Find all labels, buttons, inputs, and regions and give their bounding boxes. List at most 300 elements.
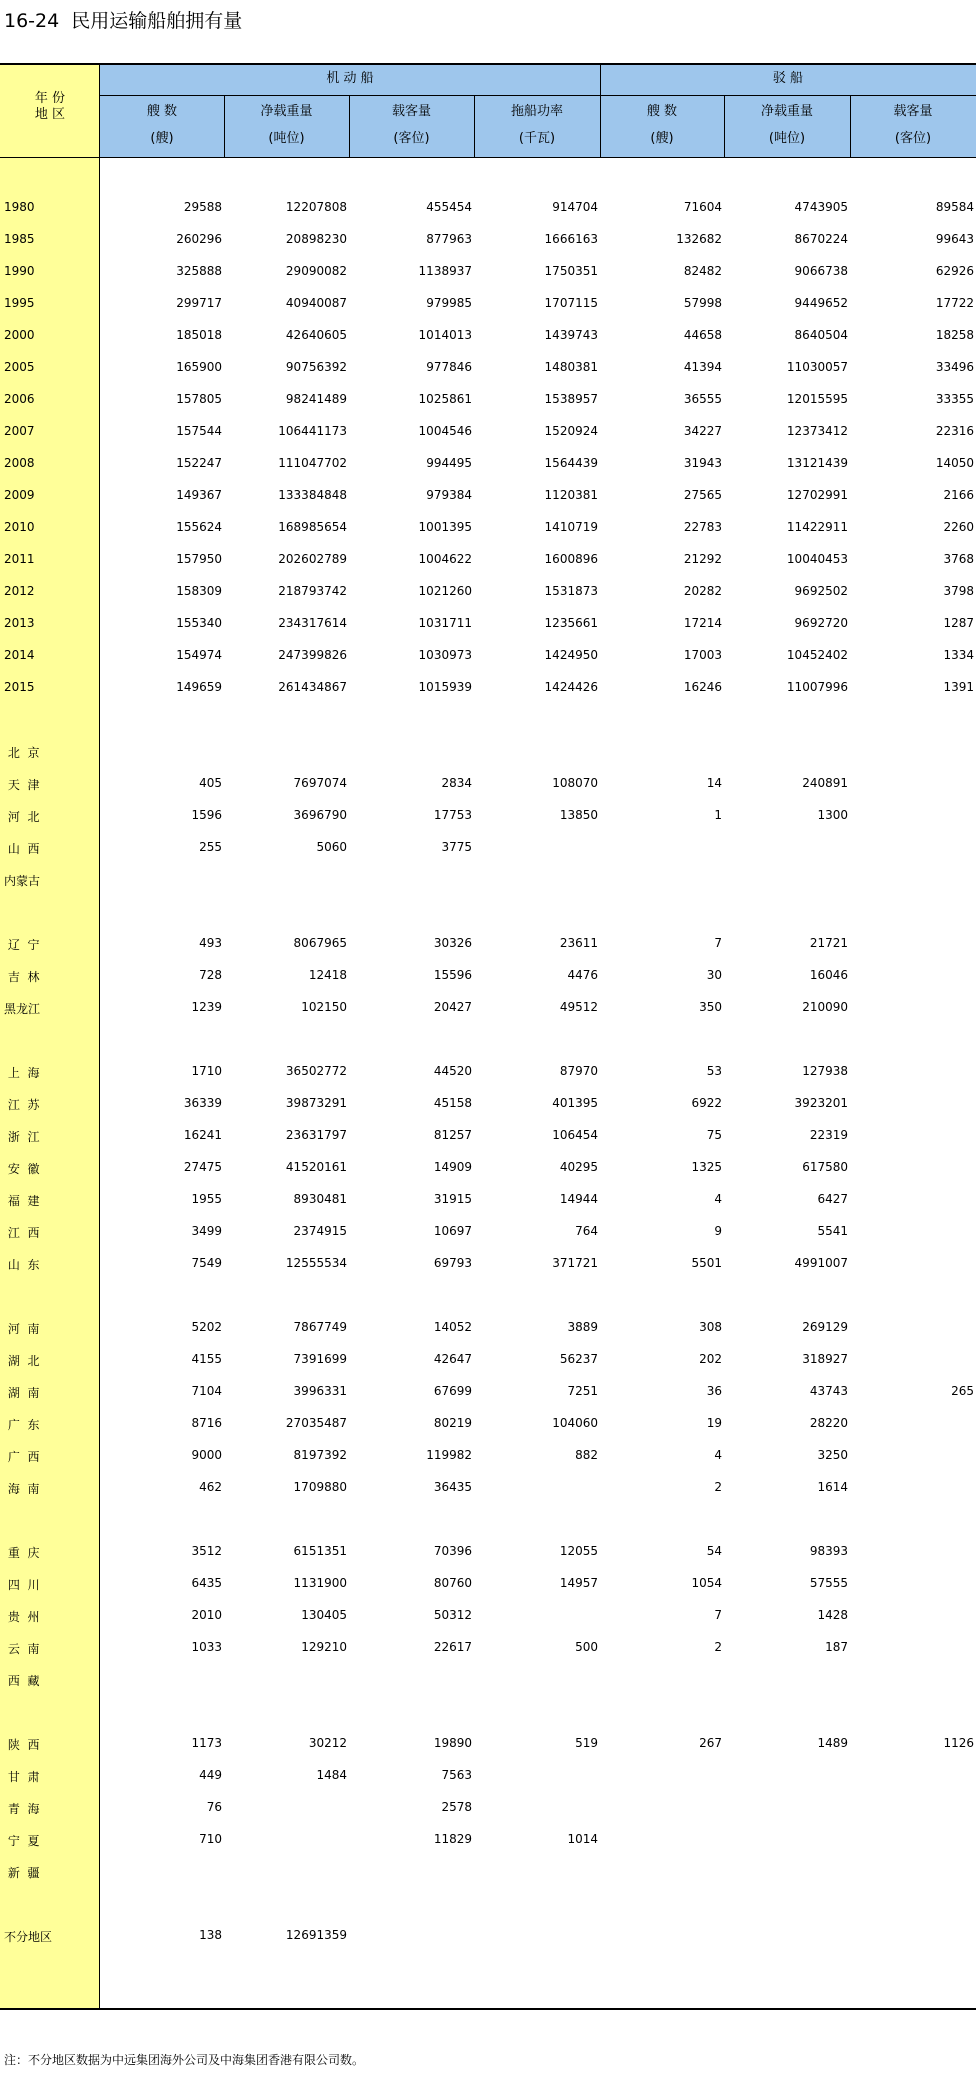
table-cell: 10040453: [786, 552, 848, 566]
table-cell: 2: [714, 1480, 722, 1494]
table-cell: 90756392: [285, 360, 347, 374]
table-cell: 130405: [301, 1608, 347, 1622]
table-cell: 13850: [559, 808, 598, 822]
table-cell: 138: [199, 1928, 222, 1942]
row-label: 海 南: [4, 1482, 40, 1496]
table-cell: 8930481: [293, 1192, 347, 1206]
table-cell: 3696790: [293, 808, 347, 822]
row-label: 2000: [4, 328, 35, 342]
row-label: 黑龙江: [4, 1002, 41, 1016]
row-label: 内蒙古: [4, 874, 41, 888]
table-cell: 36502772: [285, 1064, 347, 1078]
table-cell: 53: [706, 1064, 722, 1078]
table-cell: 33355: [935, 392, 974, 406]
table-cell: 1015939: [418, 680, 472, 694]
table-cell: 82482: [683, 264, 722, 278]
table-cell: 19890: [433, 1736, 472, 1750]
table-cell: 5541: [817, 1224, 848, 1238]
table-cell: 1614: [817, 1480, 848, 1494]
row-label: 2005: [4, 360, 35, 374]
table-cell: 76: [206, 1800, 222, 1814]
table-cell: 1489: [817, 1736, 848, 1750]
table-cell: 16046: [809, 968, 848, 982]
table-cell: 89584: [935, 200, 974, 214]
col-unit: (艘): [150, 131, 174, 146]
table-cell: 30326: [433, 936, 472, 950]
row-label: 河 南: [4, 1322, 40, 1336]
table-cell: 1173: [191, 1736, 222, 1750]
footnote: 注：不分地区数据为中远集团海外公司及中海集团香港有限公司数。: [4, 2053, 365, 2067]
table-cell: 764: [575, 1224, 598, 1238]
table-cell: 3775: [441, 840, 472, 854]
table-cell: 13121439: [786, 456, 848, 470]
table-cell: 12691359: [285, 1928, 347, 1942]
table-cell: 2578: [441, 1800, 472, 1814]
table-cell: 1021260: [418, 584, 472, 598]
table-bottom-rule: [0, 2008, 976, 2010]
row-label: 2012: [4, 584, 35, 598]
table-cell: 318927: [802, 1352, 848, 1366]
table-cell: 30212: [308, 1736, 347, 1750]
table-cell: 11030057: [786, 360, 848, 374]
table-cell: 14050: [935, 456, 974, 470]
table-cell: 111047702: [278, 456, 347, 470]
table-cell: 14: [706, 776, 722, 790]
table-cell: 3768: [943, 552, 974, 566]
row-label: 2010: [4, 520, 35, 534]
table-cell: 14909: [433, 1160, 472, 1174]
table-cell: 34227: [683, 424, 722, 438]
table-cell: 994495: [426, 456, 472, 470]
table-cell: 42640605: [285, 328, 347, 342]
table-cell: 261434867: [278, 680, 347, 694]
table-cell: 1235661: [544, 616, 598, 630]
table-cell: 371721: [552, 1256, 598, 1270]
col-unit: (吨位): [768, 131, 806, 146]
table-cell: 70396: [433, 1544, 472, 1558]
table-cell: 308: [699, 1320, 722, 1334]
table-cell: 1025861: [418, 392, 472, 406]
table-cell: 27475: [183, 1160, 222, 1174]
table-cell: 41520161: [285, 1160, 347, 1174]
row-label: 青 海: [4, 1802, 40, 1816]
row-label: 新 疆: [4, 1866, 40, 1880]
table-cell: 1484: [316, 1768, 347, 1782]
row-label: 安 徽: [4, 1162, 40, 1176]
table-cell: 81257: [433, 1128, 472, 1142]
table-cell: 1138937: [418, 264, 472, 278]
table-cell: 6151351: [293, 1544, 347, 1558]
table-cell: 56237: [559, 1352, 598, 1366]
table-cell: 119982: [426, 1448, 472, 1462]
row-label: 2007: [4, 424, 35, 438]
row-label: 1980: [4, 200, 35, 214]
table-cell: 22783: [683, 520, 722, 534]
table-cell: 31943: [683, 456, 722, 470]
table-cell: 1428: [817, 1608, 848, 1622]
table-cell: 31915: [433, 1192, 472, 1206]
table-cell: 43743: [809, 1384, 848, 1398]
table-cell: 1300: [817, 808, 848, 822]
row-label: 山 西: [4, 842, 40, 856]
row-label: 宁 夏: [4, 1834, 40, 1848]
table-cell: 22319: [809, 1128, 848, 1142]
table-cell: 98393: [809, 1544, 848, 1558]
table-cell: 106441173: [278, 424, 347, 438]
table-cell: 977846: [426, 360, 472, 374]
table-cell: 260296: [176, 232, 222, 246]
table-cell: 1131900: [293, 1576, 347, 1590]
table-cell: 12555534: [285, 1256, 347, 1270]
table-cell: 234317614: [278, 616, 347, 630]
table-cell: 28220: [809, 1416, 848, 1430]
table-cell: 1710: [191, 1064, 222, 1078]
table-cell: 3250: [817, 1448, 848, 1462]
table-cell: 21292: [683, 552, 722, 566]
table-cell: 1126: [943, 1736, 974, 1750]
table-cell: 4: [714, 1192, 722, 1206]
table-cell: 17003: [683, 648, 722, 662]
table-cell: 710: [199, 1832, 222, 1846]
row-label: 福 建: [4, 1194, 40, 1208]
table-cell: 202: [699, 1352, 722, 1366]
table-cell: 12207808: [285, 200, 347, 214]
table-cell: 132682: [676, 232, 722, 246]
table-cell: 882: [575, 1448, 598, 1462]
table-cell: 157950: [176, 552, 222, 566]
table-cell: 877963: [426, 232, 472, 246]
row-label: 2009: [4, 488, 35, 502]
table-cell: 1707115: [544, 296, 598, 310]
table-cell: 1666163: [544, 232, 598, 246]
table-cell: 1391: [943, 680, 974, 694]
row-label: 1985: [4, 232, 35, 246]
table-cell: 155340: [176, 616, 222, 630]
ship-table: [0, 63, 976, 2011]
table-cell: 1410719: [544, 520, 598, 534]
table-cell: 67699: [433, 1384, 472, 1398]
table-cell: 500: [575, 1640, 598, 1654]
col-header: 载客量: [893, 104, 933, 119]
table-cell: 154974: [176, 648, 222, 662]
table-cell: 617580: [802, 1160, 848, 1174]
row-label: 不分地区: [4, 1930, 53, 1944]
table-cell: 8067965: [293, 936, 347, 950]
table-cell: 1564439: [544, 456, 598, 470]
col-unit: (客位): [393, 131, 430, 146]
table-cell: 218793742: [278, 584, 347, 598]
row-label: 天 津: [4, 778, 40, 792]
table-cell: 1600896: [544, 552, 598, 566]
row-label: 江 苏: [4, 1098, 40, 1112]
table-cell: 157805: [176, 392, 222, 406]
table-cell: 1709880: [293, 1480, 347, 1494]
col-unit: (艘): [650, 131, 674, 146]
table-cell: 2374915: [293, 1224, 347, 1238]
table-cell: 102150: [301, 1000, 347, 1014]
table-cell: 4991007: [794, 1256, 848, 1270]
table-cell: 10452402: [786, 648, 848, 662]
table-cell: 12015595: [786, 392, 848, 406]
table-cell: 40295: [559, 1160, 598, 1174]
table-cell: 4155: [191, 1352, 222, 1366]
row-label: 2013: [4, 616, 35, 630]
table-cell: 1334: [943, 648, 974, 662]
row-label: 2015: [4, 680, 35, 694]
row-label: 上 海: [4, 1066, 40, 1080]
header-group-motor: 机 动 船: [326, 71, 374, 86]
table-cell: 152247: [176, 456, 222, 470]
table-cell: 7867749: [293, 1320, 347, 1334]
table-cell: 71604: [683, 200, 722, 214]
table-cell: 210090: [802, 1000, 848, 1014]
table-cell: 80219: [433, 1416, 472, 1430]
table-cell: 23631797: [285, 1128, 347, 1142]
row-label: 浙 江: [4, 1130, 40, 1144]
table-cell: 1054: [691, 1576, 722, 1590]
row-label: 广 西: [4, 1450, 40, 1464]
table-cell: 20898230: [285, 232, 347, 246]
row-label: 湖 北: [4, 1354, 40, 1368]
table-cell: 2166: [943, 488, 974, 502]
table-cell: 187: [825, 1640, 848, 1654]
table-cell: 1004546: [418, 424, 472, 438]
table-cell: 16241: [183, 1128, 222, 1142]
table-cell: 9066738: [794, 264, 848, 278]
table-cell: 3512: [191, 1544, 222, 1558]
table-cell: 99643: [935, 232, 974, 246]
table-cell: 8197392: [293, 1448, 347, 1462]
table-cell: 17214: [683, 616, 722, 630]
row-label: 辽 宁: [4, 938, 40, 952]
col-header: 净载重量: [760, 104, 813, 119]
table-cell: 17722: [935, 296, 974, 310]
table-cell: 7: [714, 1608, 722, 1622]
table-cell: 1325: [691, 1160, 722, 1174]
table-cell: 36339: [183, 1096, 222, 1110]
table-cell: 127938: [802, 1064, 848, 1078]
table-cell: 7104: [191, 1384, 222, 1398]
table-cell: 41394: [683, 360, 722, 374]
table-cell: 12373412: [786, 424, 848, 438]
col-header: 拖船功率: [510, 104, 563, 119]
table-cell: 240891: [802, 776, 848, 790]
table-cell: 1520924: [544, 424, 598, 438]
table-cell: 9692502: [794, 584, 848, 598]
table-cell: 2260: [943, 520, 974, 534]
table-cell: 202602789: [278, 552, 347, 566]
header-corner: 年 份 地 区: [34, 91, 66, 122]
col-header: 艘 数: [646, 104, 678, 119]
table-cell: 12418: [308, 968, 347, 982]
table-cell: 4476: [567, 968, 598, 982]
table-cell: 255: [199, 840, 222, 854]
table-cell: 157544: [176, 424, 222, 438]
table-cell: 247399826: [278, 648, 347, 662]
row-label: 重 庆: [4, 1546, 40, 1560]
table-cell: 1480381: [544, 360, 598, 374]
table-cell: 75: [706, 1128, 722, 1142]
table-cell: 29090082: [285, 264, 347, 278]
table-cell: 40940087: [285, 296, 347, 310]
table-cell: 36555: [683, 392, 722, 406]
table-cell: 1424950: [544, 648, 598, 662]
table-cell: 22316: [935, 424, 974, 438]
table-cell: 269129: [802, 1320, 848, 1334]
table-cell: 15596: [433, 968, 472, 982]
table-cell: 3889: [567, 1320, 598, 1334]
table-cell: 9: [714, 1224, 722, 1238]
table-cell: 267: [699, 1736, 722, 1750]
table-cell: 914704: [552, 200, 598, 214]
row-label: 1990: [4, 264, 35, 278]
col-header: 载客量: [391, 104, 431, 119]
table-cell: 20427: [433, 1000, 472, 1014]
row-label: 四 川: [4, 1578, 40, 1592]
table-cell: 1014: [567, 1832, 598, 1846]
col-header: 净载重量: [260, 104, 313, 119]
table-cell: 979985: [426, 296, 472, 310]
row-label: 广 东: [4, 1418, 40, 1432]
table-cell: 325888: [176, 264, 222, 278]
table-cell: 2: [714, 1640, 722, 1654]
table-cell: 455454: [426, 200, 472, 214]
row-label: 2014: [4, 648, 35, 662]
table-cell: 11422911: [786, 520, 848, 534]
row-label: 贵 州: [4, 1610, 40, 1624]
table-cell: 27035487: [285, 1416, 347, 1430]
header-group-rule: [100, 95, 976, 96]
row-label: 江 西: [4, 1226, 40, 1240]
table-cell: 6922: [691, 1096, 722, 1110]
row-label: 陕 西: [4, 1738, 40, 1752]
table-cell: 3499: [191, 1224, 222, 1238]
table-cell: 30: [706, 968, 722, 982]
table-cell: 168985654: [278, 520, 347, 534]
table-cell: 8670224: [794, 232, 848, 246]
table-cell: 69793: [433, 1256, 472, 1270]
row-label: 湖 南: [4, 1386, 40, 1400]
table-cell: 1538957: [544, 392, 598, 406]
table-cell: 8716: [191, 1416, 222, 1430]
row-label: 2008: [4, 456, 35, 470]
table-cell: 108070: [552, 776, 598, 790]
table-cell: 1596: [191, 808, 222, 822]
table-cell: 155624: [176, 520, 222, 534]
table-cell: 17753: [433, 808, 472, 822]
table-cell: 45158: [433, 1096, 472, 1110]
table-cell: 21721: [809, 936, 848, 950]
table-cell: 185018: [176, 328, 222, 342]
table-cell: 12702991: [786, 488, 848, 502]
table-cell: 62926: [935, 264, 974, 278]
col-unit: (千瓦): [518, 131, 556, 146]
table-cell: 5202: [191, 1320, 222, 1334]
table-cell: 350: [699, 1000, 722, 1014]
table-cell: 8640504: [794, 328, 848, 342]
table-cell: 3798: [943, 584, 974, 598]
col-unit: (吨位): [268, 131, 305, 146]
table-cell: 1239: [191, 1000, 222, 1014]
table-cell: 36435: [433, 1480, 472, 1494]
header-bottom-rule: [0, 157, 976, 158]
table-cell: 22617: [433, 1640, 472, 1654]
table-cell: 5501: [691, 1256, 722, 1270]
table-cell: 11007996: [786, 680, 848, 694]
table-cell: 80760: [433, 1576, 472, 1590]
table-cell: 57998: [683, 296, 722, 310]
table-cell: 39873291: [285, 1096, 347, 1110]
table-cell: 49512: [559, 1000, 598, 1014]
table-cell: 9449652: [794, 296, 848, 310]
table-cell: 44520: [433, 1064, 472, 1078]
table-cell: 1750351: [544, 264, 598, 278]
table-cell: 7697074: [293, 776, 347, 790]
table-cell: 519: [575, 1736, 598, 1750]
table-cell: 1031711: [418, 616, 472, 630]
row-label: 北 京: [4, 746, 40, 760]
table-cell: 265: [951, 1384, 974, 1398]
table-cell: 1030973: [418, 648, 472, 662]
table-cell: 149659: [176, 680, 222, 694]
table-cell: 7: [714, 936, 722, 950]
table-cell: 87970: [559, 1064, 598, 1078]
table-cell: 9692720: [794, 616, 848, 630]
table-cell: 44658: [683, 328, 722, 342]
table-cell: 29588: [183, 200, 222, 214]
table-cell: 23611: [559, 936, 598, 950]
table-cell: 133384848: [278, 488, 347, 502]
table-cell: 5060: [316, 840, 347, 854]
table-cell: 4743905: [794, 200, 848, 214]
row-label: 山 东: [4, 1258, 40, 1272]
table-cell: 1287: [943, 616, 974, 630]
row-label: 西 藏: [4, 1674, 40, 1688]
row-label: 河 北: [4, 810, 40, 824]
table-cell: 1: [714, 808, 722, 822]
table-cell: 158309: [176, 584, 222, 598]
table-cell: 4: [714, 1448, 722, 1462]
table-cell: 36: [706, 1384, 722, 1398]
table-cell: 7391699: [293, 1352, 347, 1366]
table-cell: 12055: [559, 1544, 598, 1558]
table-cell: 1014013: [418, 328, 472, 342]
table-cell: 3923201: [794, 1096, 848, 1110]
table-cell: 462: [199, 1480, 222, 1494]
table-cell: 1955: [191, 1192, 222, 1206]
table-cell: 14052: [433, 1320, 472, 1334]
table-cell: 1033: [191, 1640, 222, 1654]
table-cell: 19: [706, 1416, 722, 1430]
table-cell: 98241489: [285, 392, 347, 406]
table-cell: 14944: [559, 1192, 598, 1206]
col-unit: (客位): [894, 131, 932, 146]
table-cell: 2010: [191, 1608, 222, 1622]
table-cell: 1439743: [544, 328, 598, 342]
row-label: 1995: [4, 296, 35, 310]
row-label: 2006: [4, 392, 35, 406]
table-cell: 10697: [433, 1224, 472, 1238]
table-cell: 7251: [567, 1384, 598, 1398]
col-header: 艘 数: [146, 104, 178, 119]
table-cell: 104060: [552, 1416, 598, 1430]
table-cell: 57555: [809, 1576, 848, 1590]
table-cell: 405: [199, 776, 222, 790]
page-title: 16-24 民用运输船舶拥有量: [4, 10, 243, 32]
row-label: 吉 林: [4, 970, 40, 984]
table-cell: 27565: [683, 488, 722, 502]
table-cell: 3996331: [293, 1384, 347, 1398]
